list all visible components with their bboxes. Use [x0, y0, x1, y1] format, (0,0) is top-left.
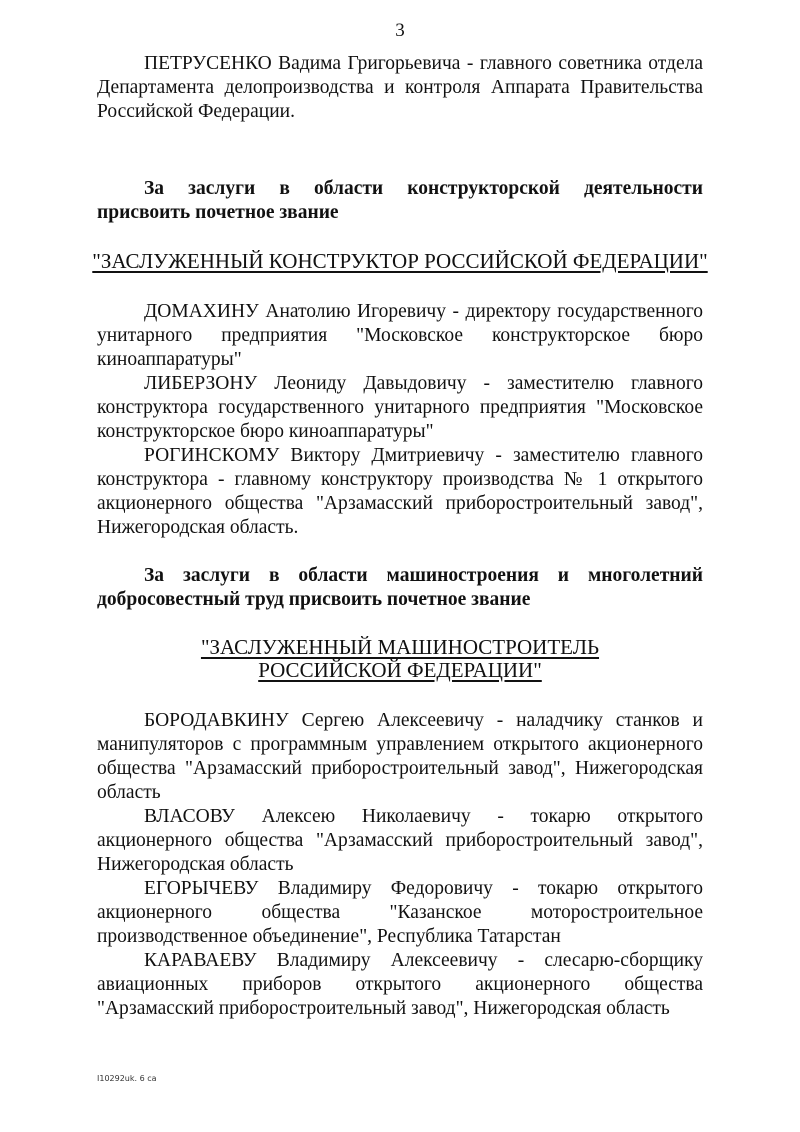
awardee-entry: БОРОДАВКИНУ Сергею Алексеевичу - наладчику станков и манипуляторов с программным управлением открытого акционерного общества "Арзамасский приборостроительный завод", Нижегородская область	[97, 710, 703, 803]
awardee-entry: ВЛАСОВУ Алексею Николаевичу - токарю открытого акционерного общества "Арзамасский приборостроительный завод", Нижегородская область	[97, 806, 703, 875]
awardee-entry: ДОМАХИНУ Анатолию Игоревичу - директору государственного унитарного предприятия "Московское конструкторское бюро киноаппаратуры"	[97, 301, 703, 370]
title-honored-machine-builder	[0, 636, 800, 682]
section-heading-machine-builder: За заслуги в области машиностроения и многолетний добросовестный труд присвоить почетное звание	[97, 565, 703, 610]
awardee-entry: КАРАВАЕВУ Владимиру Алексеевичу - слесарю-сборщику авиационных приборов открытого акционерного общества "Арзамасский приборостроительный завод", Нижегородская область	[97, 950, 703, 1019]
constructor-awardees	[97, 300, 703, 540]
section-heading-constructor: За заслуги в области конструкторской деятельности присвоить почетное звание	[97, 178, 703, 223]
page-number: 3	[395, 20, 405, 41]
footer-document-code: I10292uk. 6 са	[97, 1074, 157, 1083]
machine-builder-awardees	[97, 709, 703, 1021]
title-honored-machine-builder-line2: РОССИЙСКОЙ ФЕДЕРАЦИИ"	[258, 658, 542, 682]
intro-paragraph: ПЕТРУСЕНКО Вадима Григорьевича - главного советника отдела Департамента делопроизводства и контроля Аппарата Правительства Российской Федерации.	[97, 53, 703, 122]
title-honored-constructor-text: "ЗАСЛУЖЕННЫЙ КОНСТРУКТОР РОССИЙСКОЙ ФЕДЕРАЦИИ"	[92, 249, 708, 273]
awardee-entry: ЕГОРЫЧЕВУ Владимиру Федоровичу - токарю открытого акционерного общества "Казанское моторостроительное производственное объединение", Республика Татарстан	[97, 878, 703, 947]
title-honored-constructor	[0, 250, 800, 273]
awardee-entry: ЛИБЕРЗОНУ Леониду Давыдовичу - заместителю главного конструктора государственного унитарного предприятия "Московское конструкторское бюро киноаппаратуры"	[97, 373, 703, 442]
awardee-entry: РОГИНСКОМУ Виктору Дмитриевичу - заместителю главного конструктора - главному конструктору производства № 1 открытого акционерного общества "Арзамасский приборостроительный завод", Нижегородская область.	[97, 445, 703, 538]
title-honored-machine-builder-line1: "ЗАСЛУЖЕННЫЙ МАШИНОСТРОИТЕЛЬ	[200, 635, 600, 659]
